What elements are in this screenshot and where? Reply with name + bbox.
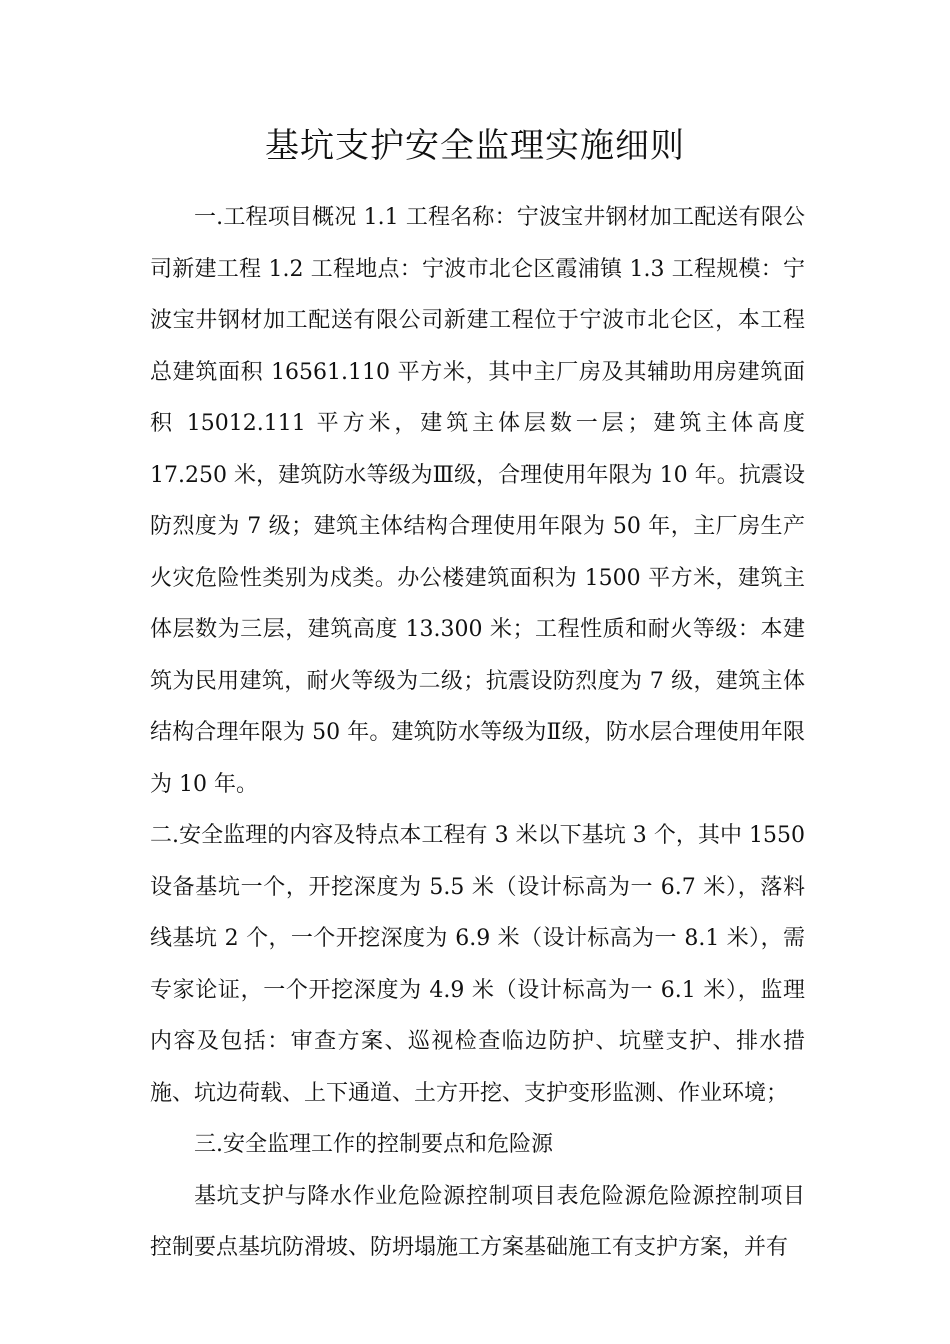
paragraph-control-points-heading: 三.安全监理工作的控制要点和危险源: [194, 1132, 553, 1157]
paragraph-supervision-content: 二.安全监理的内容及特点本工程有 3 米以下基坑 3 个，其中 1550 设备基坑一个，开挖深度为 5.5 米（设计标高为一 6.7 米），落料线基坑 2 个，一个开挖深度为 6.9 米（设计标高为一 8.1 米），需专家论证，一个开挖深度为 4.9 米（设计标高为一 6.1 米），监理内容及包括：审查方案、巡视检查临边防护、坑壁支护、排水措施、坑边荷载、上下通道、土方开挖、支护变形监测、作业环境；: [150, 823, 805, 1106]
document-title: 基坑支护安全监理实施细则: [265, 126, 685, 166]
paragraph-project-overview: 一.工程项目概况 1.1 工程名称：宁波宝井钢材加工配送有限公司新建工程 1.2 工程地点：宁波市北仑区霞浦镇 1.3 工程规模：宁波宝井钢材加工配送有限公司新建工程位于宁波市北仑区，本工程总建筑面积 16561.110 平方米，其中主厂房及其辅助用房建筑面积 15012.111 平方米，建筑主体层数一层；建筑主体高度 17.250 米，建筑防水等级为Ⅲ级，合理使用年限为 10 年。抗震设防烈度为 7 级；建筑主体结构合理使用年限为 50 年，主厂房生产火灾危险性类别为戍类。办公楼建筑面积为 1500 平方米，建筑主体层数为三层，建筑高度 13.300 米；工程性质和耐火等级：本建筑为民用建筑，耐火等级为二级；抗震设防烈度为 7 级，建筑主体结构合理年限为 50 年。建筑防水等级为Ⅱ级，防水层合理使用年限为 10 年。: [150, 205, 805, 797]
paragraph-hazard-control: 基坑支护与降水作业危险源控制项目表危险源危险源控制项目控制要点基坑防滑坡、防坍塌施工方案基础施工有支护方案，并有: [150, 1183, 805, 1260]
document-body: [150, 192, 805, 1274]
